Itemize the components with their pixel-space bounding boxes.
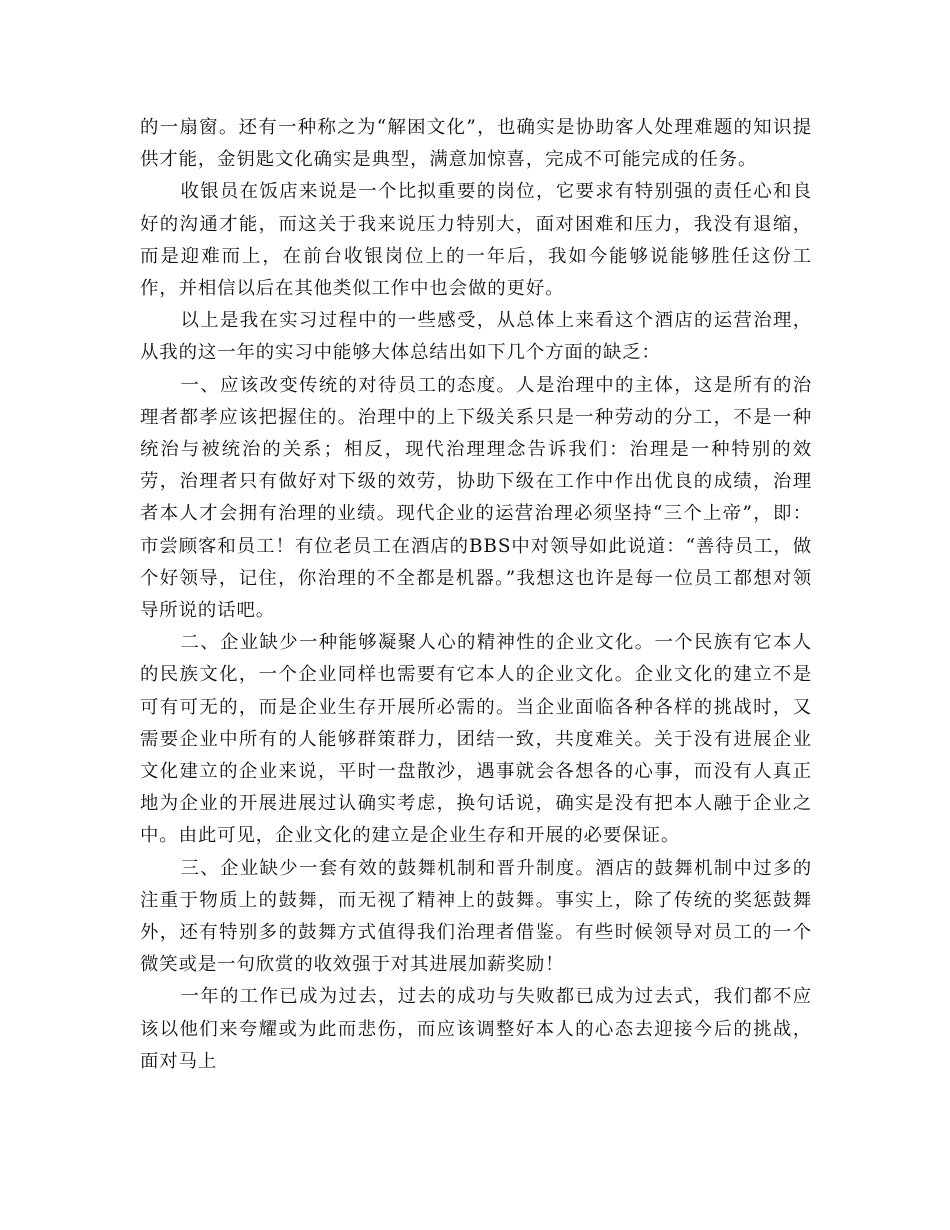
paragraph-point-two: 二、企业缺少一种能够凝聚人心的精神性的企业文化。一个民族有它本人的民族文化，一个企业同样也需要有它本人的企业文化。企业文化的建立不是可有可无的，而是企业生存开展所必需的。当企业面临各种各样的挑战时，又需要企业中所有的人能够群策群力，团结一致，共度难关。关于没有进展企业文化建立的企业来说，平时一盘散沙，遇事就会各想各的心事，而没有人真正地为企业的开展进展过认确实考虑，换句话说，确实是没有把本人融于企业之中。由此可见，企业文化的建立是企业生存和开展的必要保证。 bbox=[140, 632, 812, 847]
paragraph-point-three: 三、企业缺少一套有效的鼓舞机制和晋升制度。酒店的鼓舞机制中过多的注重于物质上的鼓舞，而无视了精神上的鼓舞。事实上，除了传统的奖惩鼓舞外，还有特别多的鼓舞方式值得我们治理者借鉴。有些时候领导对员工的一个微笑或是一句欣赏的收效强于对其进展加薪奖励！ bbox=[140, 857, 812, 976]
paragraph-point-one: 一、应该改变传统的对待员工的态度。人是治理中的主体，这是所有的治理者都孝应该把握住的。治理中的上下级关系只是一种劳动的分工，不是一种统治与被统治的关系；相反，现代治理理念告诉我们：治理是一种特别的效劳，治理者只有做好对下级的效劳，协助下级在工作中作出优良的成绩，治理者本人才会拥有治理的业绩。现代企业的运营治理必须坚持“三个上帝”，即：市尝顾客和员工！有位老员工在酒店的BBS中对领导如此说道：“善待员工，做个好领导，记住，你治理的不全都是机器。”我想这也许是每一位员工都想对领导所说的话吧。 bbox=[140, 374, 812, 622]
document-body bbox=[140, 112, 812, 1078]
paragraph-summary-intro: 以上是我在实习过程中的一些感受，从总体上来看这个酒店的运营治理，从我的这一年的实习中能够大体总结出如下几个方面的缺乏： bbox=[140, 310, 812, 364]
paragraph-conclusion: 一年的工作已成为过去，过去的成功与失败都已成为过去式，我们都不应该以他们来夸耀或为此而悲伤，而应该调整好本人的心态去迎接今后的挑战，面对马上 bbox=[140, 986, 812, 1072]
paragraph-continued: 的一扇窗。还有一种称之为“解困文化”，也确实是协助客人处理难题的知识提供才能，金钥匙文化确实是典型，满意加惊喜，完成不可能完成的任务。 bbox=[140, 117, 812, 171]
paragraph-cashier-role: 收银员在饭店来说是一个比拟重要的岗位，它要求有特别强的责任心和良好的沟通才能，而这关于我来说压力特别大，面对困难和压力，我没有退缩，而是迎难而上，在前台收银岗位上的一年后，我如今能够说能够胜任这份工作，并相信以后在其他类似工作中也会做的更好。 bbox=[140, 181, 812, 300]
